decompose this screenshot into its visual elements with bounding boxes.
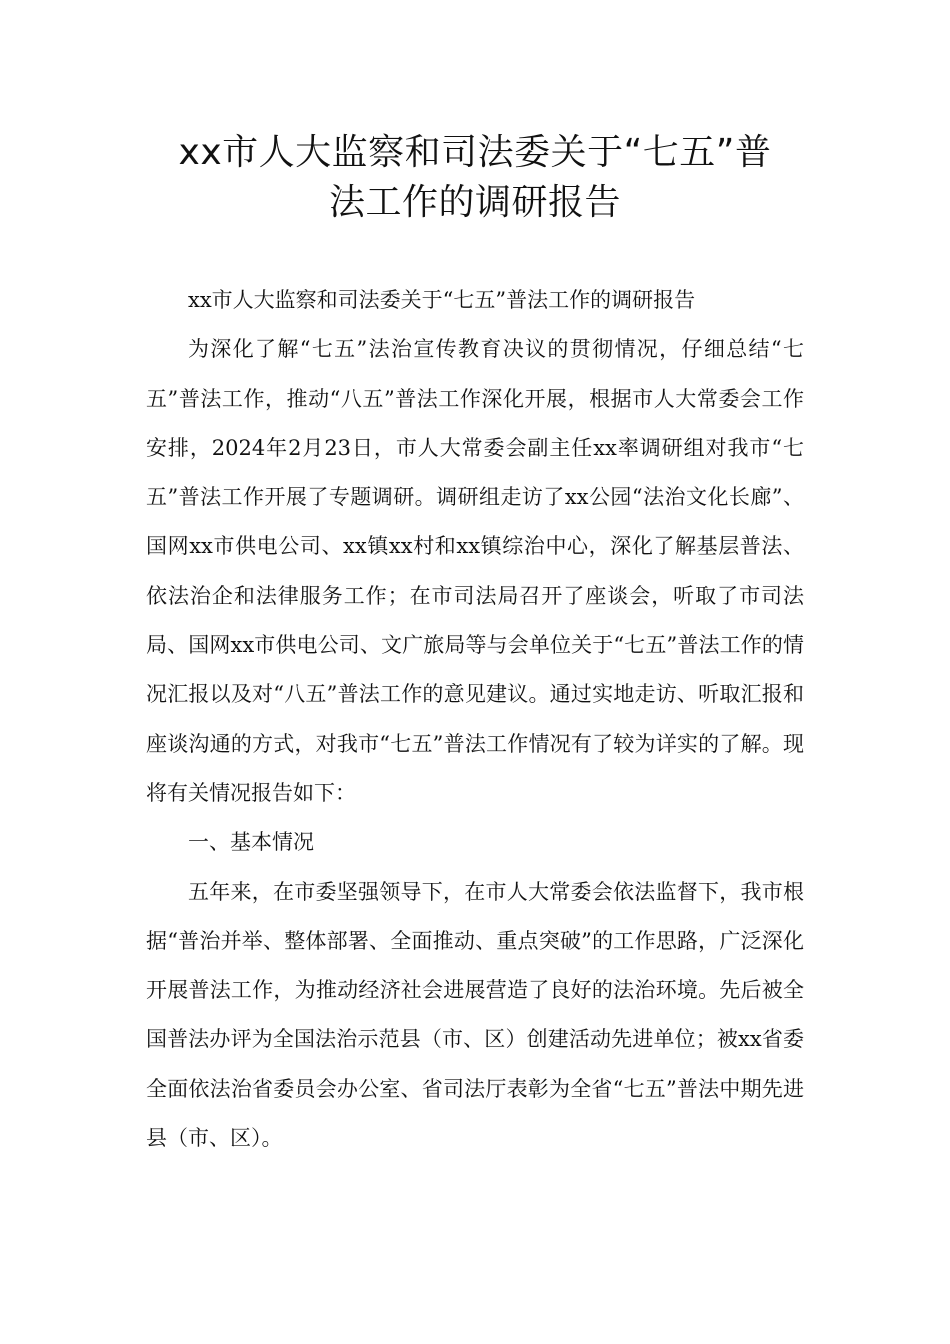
document-title-line-2: 法工作的调研报告 (328, 182, 621, 223)
section-heading-basic-situation: 一、基本情况 (188, 830, 314, 855)
paragraph-subtitle: xx市人大监察和司法委关于“七五”普法工作的调研报告 (188, 288, 696, 312)
document-title (146, 128, 804, 228)
paragraph-introduction: 为深化了解“七五”法治宣传教育决议的贯彻情况，仔细总结“七五”普法工作，推动“八五”普法工作深化开展，根据市人大常委会工作安排，2024年2月23日，市人大常委会副主任xx率调研组对我市“七五”普法工作开展了专题调研。调研组走访了xx公园“法治文化长廊”、国网xx市供电公司、xx镇xx村和xx镇综治中心，深化了解基层普法、依法治企和法律服务工作；在市司法局召开了座谈会，听取了市司法局、国网xx市供电公司、文广旅局等与会单位关于“七五”普法工作的情况汇报以及对“八五”普法工作的意见建议。通过实地走访、听取汇报和座谈沟通的方式，对我市“七五”普法工作情况有了较为详实的了解。现将有关情况报告如下： (146, 337, 804, 805)
paragraph-basic-situation: 五年来，在市委坚强领导下，在市人大常委会依法监督下，我市根据“普治并举、整体部署、全面推动、重点突破”的工作思路，广泛深化开展普法工作，为推动经济社会进展营造了良好的法治环境。先后被全国普法办评为全国法治示范县（市、区）创建活动先进单位；被xx省委全面依法治省委员会办公室、省司法厅表彰为全省“七五”普法中期先进县（市、区）。 (146, 879, 804, 1151)
document-title-line-1: xx市人大监察和司法委关于“七五”普 (178, 132, 772, 173)
document-body (146, 276, 804, 1163)
